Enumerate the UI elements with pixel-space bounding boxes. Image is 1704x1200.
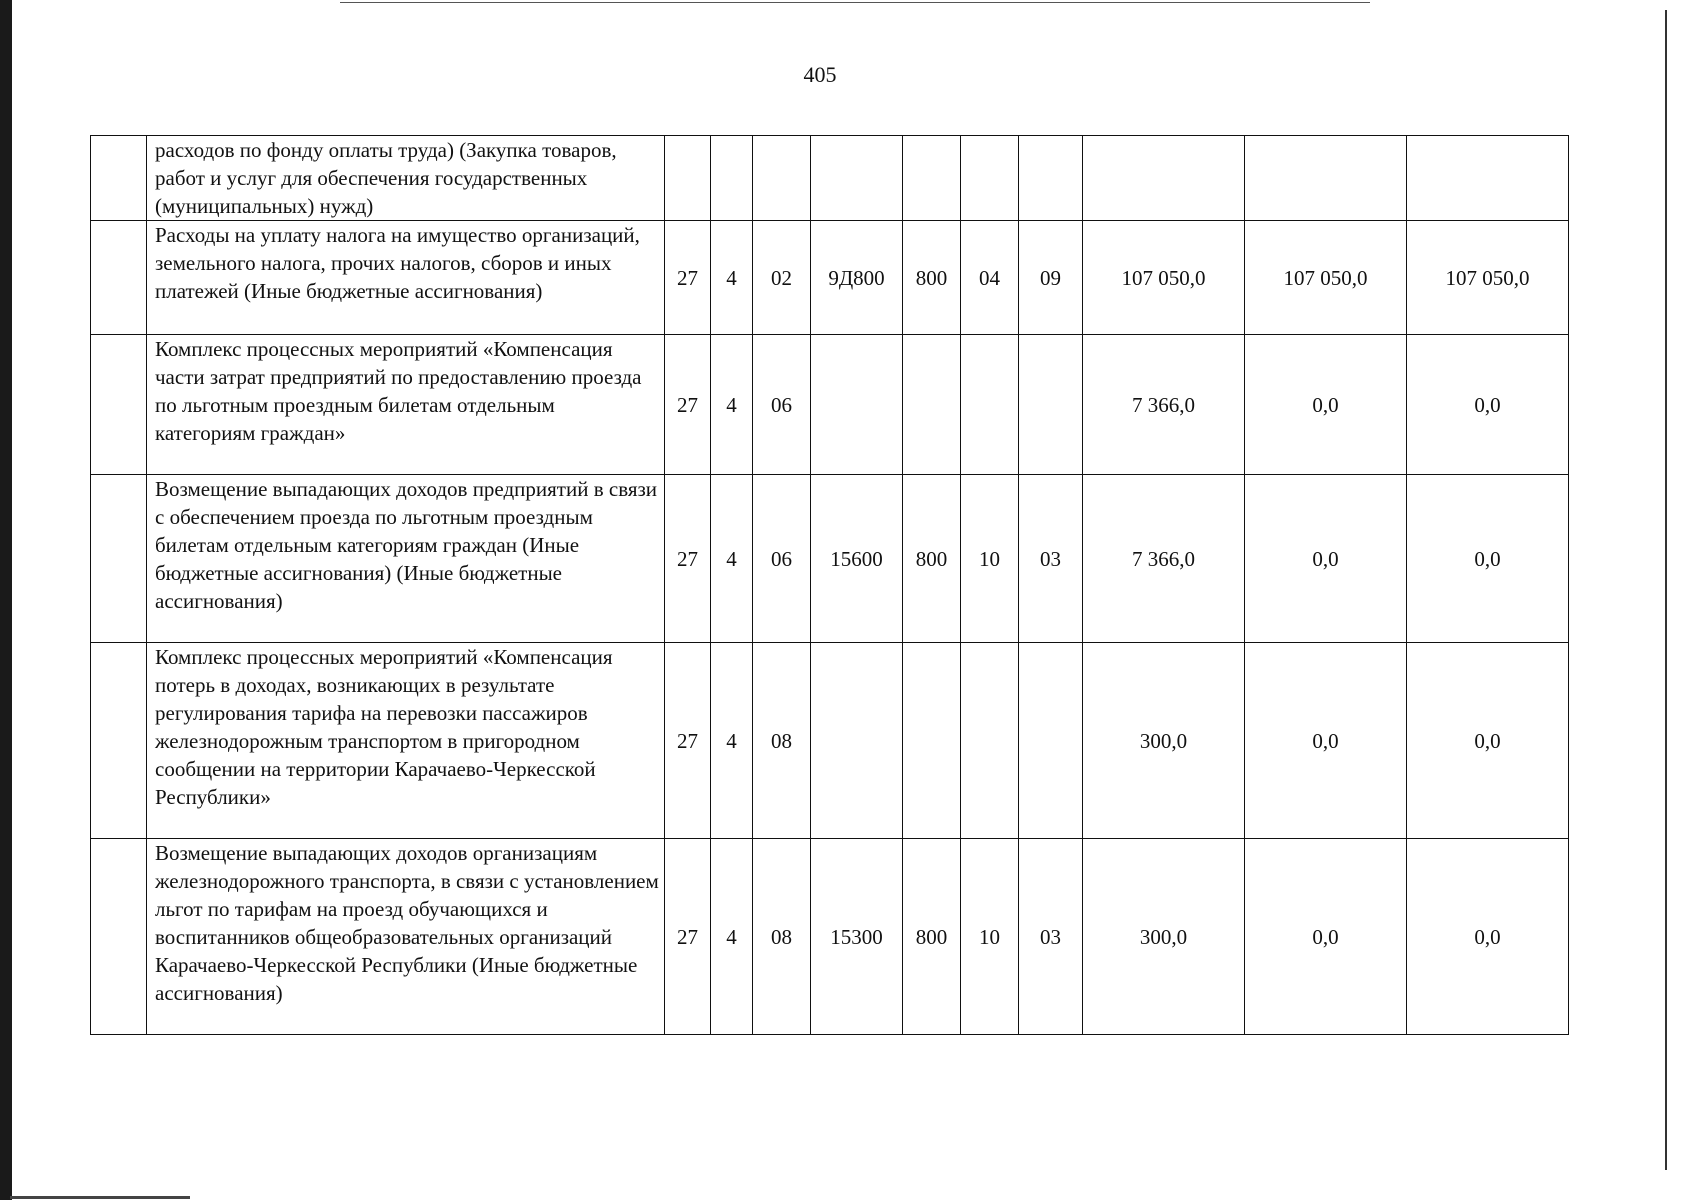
code-cell: 27 bbox=[665, 335, 711, 475]
description-cell: расходов по фонду оплаты труда) (Закупка товаров, работ и услуг для обеспечения государственных (муниципальных) нужд) bbox=[147, 136, 665, 221]
code-cell bbox=[903, 335, 961, 475]
amount-cell: 107 050,0 bbox=[1407, 221, 1569, 335]
code-cell: 4 bbox=[711, 221, 753, 335]
code-cell: 800 bbox=[903, 221, 961, 335]
code-cell: 03 bbox=[1019, 475, 1083, 643]
code-cell: 27 bbox=[665, 643, 711, 839]
code-cell bbox=[753, 136, 811, 221]
description-cell: Комплекс процессных мероприятий «Компенсация потерь в доходах, возникающих в результате регулирования тарифа на перевозки пассажиров железнодорожным транспортом в пригородном сообщении на территории Карачаево-Черкесской Республики» bbox=[147, 643, 665, 839]
amount-cell: 0,0 bbox=[1407, 839, 1569, 1035]
code-cell bbox=[1019, 643, 1083, 839]
table-row bbox=[91, 136, 1569, 221]
row-number-cell bbox=[91, 643, 147, 839]
code-cell: 4 bbox=[711, 839, 753, 1035]
description-cell: Возмещение выпадающих доходов организациям железнодорожного транспорта, в связи с установлением льгот по тарифам на проезд обучающихся и воспитанников общеобразовательных организаций Карачаево-Черкесской Республики (Иные бюджетные ассигнования) bbox=[147, 839, 665, 1035]
scan-border-top bbox=[340, 2, 1370, 3]
code-cell bbox=[961, 335, 1019, 475]
code-cell bbox=[903, 136, 961, 221]
code-cell: 15300 bbox=[811, 839, 903, 1035]
code-cell: 03 bbox=[1019, 839, 1083, 1035]
code-cell bbox=[1019, 335, 1083, 475]
code-cell: 08 bbox=[753, 839, 811, 1035]
table-row bbox=[91, 475, 1569, 643]
code-cell bbox=[903, 643, 961, 839]
table-row bbox=[91, 335, 1569, 475]
amount-cell: 300,0 bbox=[1083, 643, 1245, 839]
amount-cell: 0,0 bbox=[1245, 335, 1407, 475]
row-number-cell bbox=[91, 475, 147, 643]
code-cell bbox=[961, 136, 1019, 221]
code-cell bbox=[811, 643, 903, 839]
amount-cell bbox=[1407, 136, 1569, 221]
row-number-cell bbox=[91, 136, 147, 221]
code-cell: 27 bbox=[665, 475, 711, 643]
code-cell: 08 bbox=[753, 643, 811, 839]
row-number-cell bbox=[91, 839, 147, 1035]
table-row bbox=[91, 839, 1569, 1035]
code-cell: 09 bbox=[1019, 221, 1083, 335]
scan-border-bottom bbox=[10, 1196, 190, 1199]
code-cell: 4 bbox=[711, 335, 753, 475]
code-cell: 4 bbox=[711, 643, 753, 839]
row-number-cell bbox=[91, 335, 147, 475]
code-cell: 10 bbox=[961, 839, 1019, 1035]
amount-cell: 0,0 bbox=[1407, 475, 1569, 643]
code-cell: 800 bbox=[903, 475, 961, 643]
table-row bbox=[91, 221, 1569, 335]
code-cell bbox=[1019, 136, 1083, 221]
code-cell: 9Д800 bbox=[811, 221, 903, 335]
budget-table bbox=[90, 135, 1569, 1035]
code-cell bbox=[961, 643, 1019, 839]
scan-border-right bbox=[1665, 10, 1667, 1170]
code-cell: 06 bbox=[753, 475, 811, 643]
code-cell: 06 bbox=[753, 335, 811, 475]
code-cell: 02 bbox=[753, 221, 811, 335]
code-cell bbox=[665, 136, 711, 221]
code-cell: 04 bbox=[961, 221, 1019, 335]
description-cell: Возмещение выпадающих доходов предприятий в связи с обеспечением проезда по льготным проездным билетам отдельным категориям граждан (Иные бюджетные ассигнования) (Иные бюджетные ассигнования) bbox=[147, 475, 665, 643]
amount-cell: 7 366,0 bbox=[1083, 335, 1245, 475]
amount-cell: 0,0 bbox=[1245, 839, 1407, 1035]
amount-cell bbox=[1245, 136, 1407, 221]
amount-cell: 0,0 bbox=[1407, 335, 1569, 475]
scan-border-left bbox=[0, 0, 12, 1200]
table-body bbox=[91, 136, 1569, 1035]
amount-cell: 0,0 bbox=[1407, 643, 1569, 839]
row-number-cell bbox=[91, 221, 147, 335]
amount-cell: 0,0 bbox=[1245, 643, 1407, 839]
code-cell bbox=[711, 136, 753, 221]
amount-cell bbox=[1083, 136, 1245, 221]
amount-cell: 7 366,0 bbox=[1083, 475, 1245, 643]
code-cell bbox=[811, 136, 903, 221]
amount-cell: 107 050,0 bbox=[1083, 221, 1245, 335]
code-cell: 10 bbox=[961, 475, 1019, 643]
code-cell: 27 bbox=[665, 221, 711, 335]
amount-cell: 0,0 bbox=[1245, 475, 1407, 643]
code-cell: 15600 bbox=[811, 475, 903, 643]
table-row bbox=[91, 643, 1569, 839]
code-cell: 800 bbox=[903, 839, 961, 1035]
description-cell: Комплекс процессных мероприятий «Компенсация части затрат предприятий по предоставлению проезда по льготным проездным билетам отдельным категориям граждан» bbox=[147, 335, 665, 475]
page-number: 405 bbox=[803, 62, 837, 87]
code-cell: 4 bbox=[711, 475, 753, 643]
code-cell bbox=[811, 335, 903, 475]
amount-cell: 107 050,0 bbox=[1245, 221, 1407, 335]
code-cell: 27 bbox=[665, 839, 711, 1035]
description-cell: Расходы на уплату налога на имущество организаций, земельного налога, прочих налогов, сборов и иных платежей (Иные бюджетные ассигнования) bbox=[147, 221, 665, 335]
amount-cell: 300,0 bbox=[1083, 839, 1245, 1035]
